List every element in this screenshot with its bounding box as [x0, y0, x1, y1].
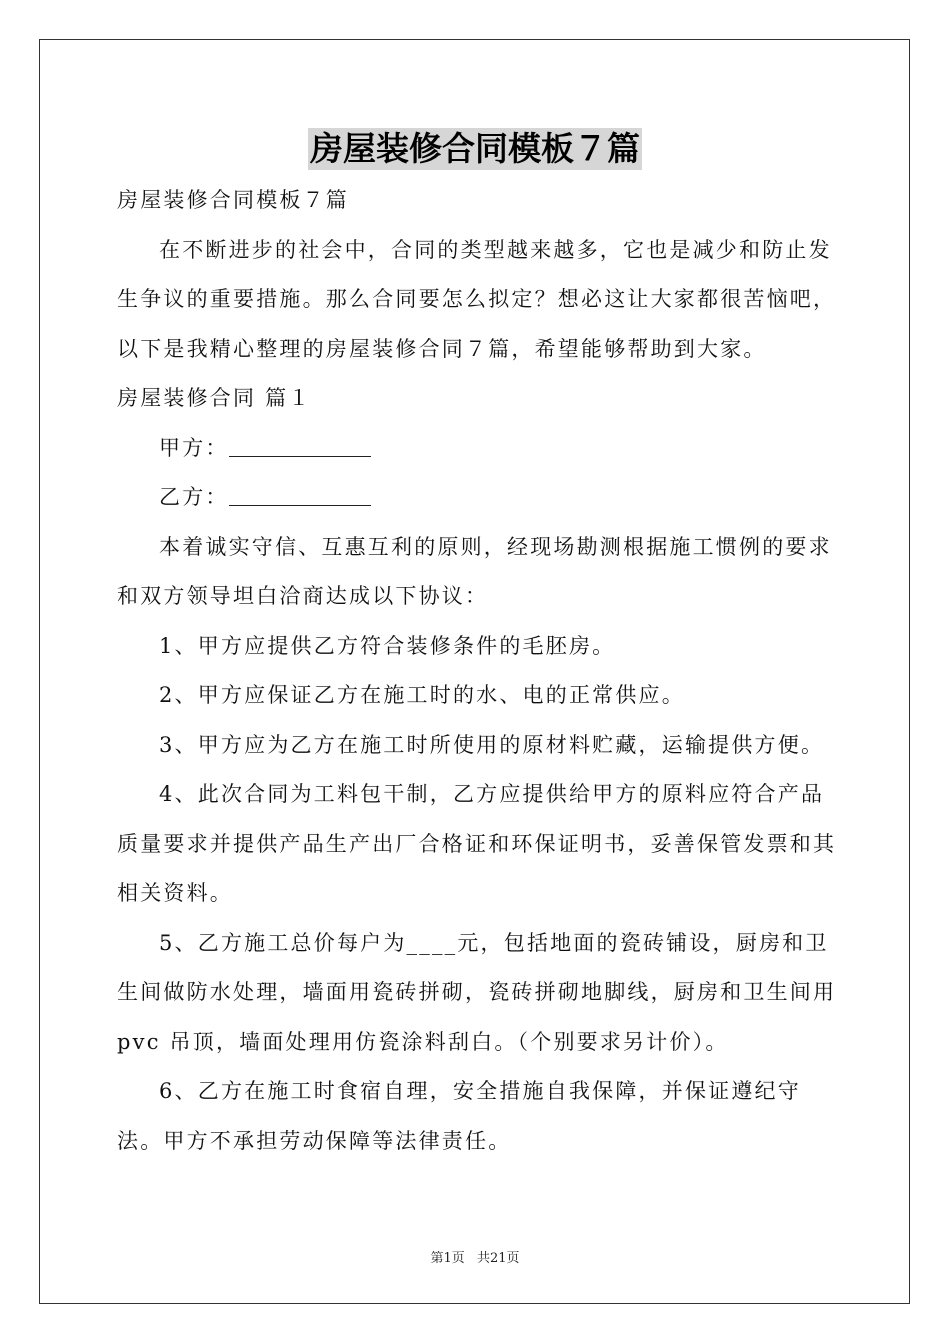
title-container [0, 128, 950, 170]
clause-6: 6、乙方在施工时食宿自理，安全措施自我保障，并保证遵纪守法。甲方不承担劳动保障等法律责任。 [117, 1079, 801, 1153]
document-title: 房屋装修合同模板７篇 [310, 129, 640, 168]
page-number-current: 第1页 [430, 1251, 465, 1266]
clause-3: 3、甲方应为乙方在施工时所使用的原材料贮藏，运输提供方便。 [159, 732, 825, 757]
page-footer [0, 1247, 950, 1266]
party-a-line [117, 424, 837, 474]
clause-4: 4、此次合同为工料包干制，乙方应提供给甲方的原料应符合产品质量要求并提供产品生产出厂合格证和环保证明书，妥善保管发票和其相关资料。 [117, 782, 837, 905]
preamble-paragraph: 本着诚实守信、互惠互利的原则，经现场勘测根据施工惯例的要求和双方领导坦白洽商达成以下协议： [117, 534, 832, 608]
party-b-line [117, 473, 837, 523]
document-body [117, 176, 837, 1166]
page-number-total: 共21页 [476, 1251, 520, 1266]
intro-paragraph: 在不断进步的社会中，合同的类型越来越多，它也是减少和防止发生争议的重要措施。那么合同要怎么拟定？想必这让大家都很苦恼吧，以下是我精心整理的房屋装修合同７篇，希望能够帮助到大家。 [117, 237, 837, 361]
party-a-blank [229, 436, 371, 457]
document-subtitle: 房屋装修合同模板７篇 [117, 188, 349, 212]
clause-5: 5、乙方施工总价每户为____元，包括地面的瓷砖铺设，厨房和卫生间做防水处理，墙面用瓷砖拼砌，瓷砖拼砌地脚线，厨房和卫生间用 pvc 吊顶，墙面处理用仿瓷涂料刮白。（个别要求另计价）。 [117, 930, 837, 1054]
clause-2: 2、甲方应保证乙方在施工时的水、电的正常供应。 [159, 683, 685, 707]
clause-1: 1、甲方应提供乙方符合装修条件的毛胚房。 [159, 633, 616, 658]
party-b-label: 乙方： [159, 485, 229, 509]
section-heading: 房屋装修合同 篇１ [117, 386, 312, 410]
party-a-label: 甲方： [159, 435, 229, 460]
party-b-blank [229, 485, 371, 506]
